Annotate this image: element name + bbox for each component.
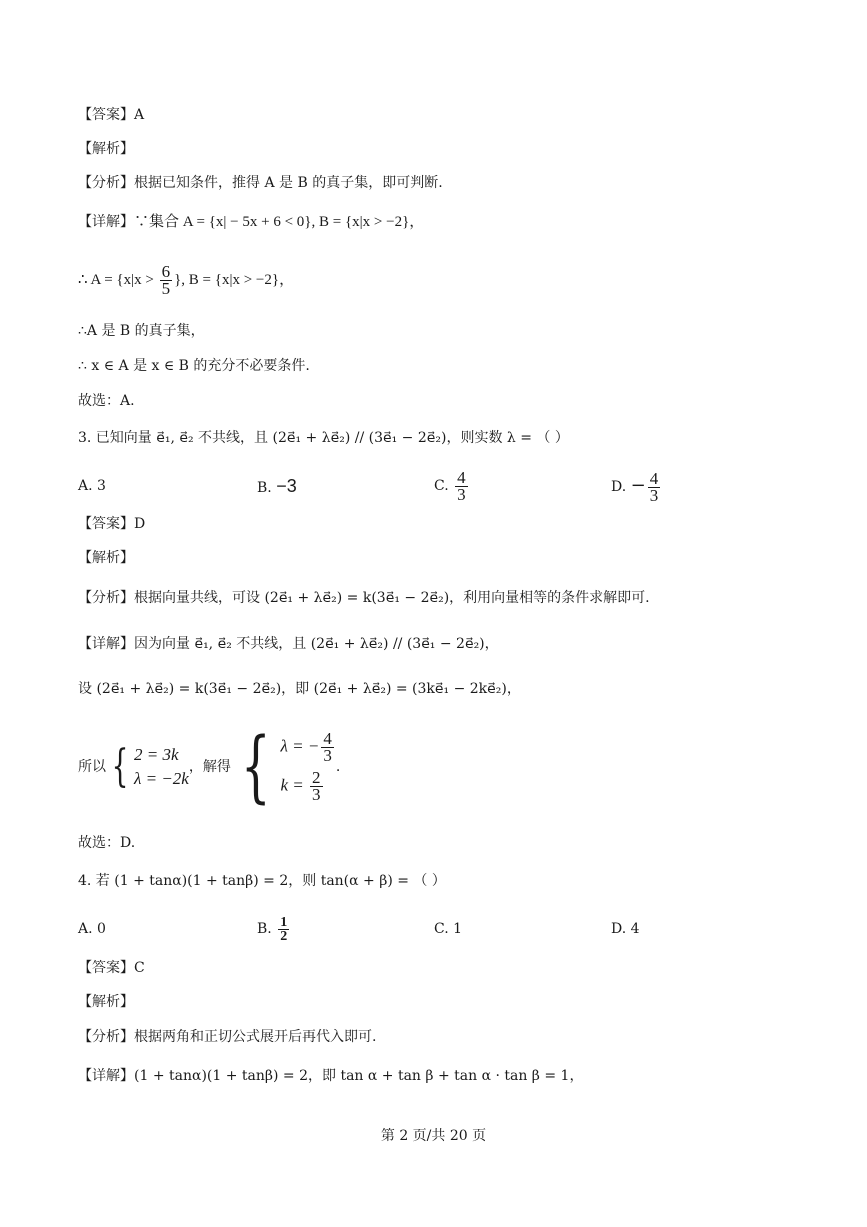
q3-answer-line [78, 514, 145, 534]
answer-value: C [134, 960, 145, 976]
q4-stem: 4. 若 (1 + tanα)(1 + tanβ) = 2，则 tan(α + β) = （ ） [78, 873, 446, 889]
fenxi-text: 根据已知条件，推得 A 是 B 的真子集，即可判断. [134, 175, 443, 191]
q4-analysis-tag: 【解析】 [78, 994, 134, 1010]
q2-line3: ∴A 是 B 的真子集， [78, 323, 205, 339]
page-footer: 第 2 页/共 20 页 [380, 1128, 487, 1144]
q4-option-c: C. 1 [434, 921, 463, 937]
answer-value: A [134, 107, 145, 123]
q3-line2: 设 (2e⃗₁ + λe⃗₂) = k(3e⃗₁ − 2e⃗₂)，即 (2e⃗₁ + λe⃗₂) = (3ke⃗₁ − 2ke⃗₂)， [78, 681, 521, 697]
q2-line4: ∴ x ∈ A 是 x ∈ B 的充分不必要条件. [78, 358, 310, 374]
q2-xiangjie-line [78, 212, 424, 232]
xiangjie-tag: 【详解】 [78, 1068, 134, 1084]
q4-xiangjie-line [78, 1066, 583, 1086]
q2-fenxi-line [78, 173, 443, 193]
fraction-4-3: $\frac{4}{3}$ [457, 467, 466, 504]
left-brace: { [111, 741, 129, 792]
xiangjie-tag: 【详解】 [78, 636, 134, 652]
jiede-text: ，解得 [188, 759, 231, 775]
q3-choose: 故选：D. [78, 835, 136, 851]
xiangjie-line1: ∵集合 A = {x| − 5x + 6 < 0}, B = {x|x > −2}， [134, 214, 425, 230]
q4-answer-line [78, 958, 145, 978]
q4-fenxi-line [78, 1027, 376, 1047]
q4-option-b: B. $\frac{1}{2}$ [257, 914, 288, 944]
suoyi-text: 所以 [78, 759, 106, 775]
q2-choose: 故选：A. [78, 393, 135, 409]
fraction-6-5: $\frac{6}{5}$ [161, 261, 171, 298]
answer-value: D [134, 516, 146, 532]
q2-analysis-tag: 【解析】 [78, 141, 134, 157]
q2-line2 [78, 260, 294, 300]
fraction-1-2: $\frac{1}{2}$ [280, 914, 288, 944]
q3-option-c: C. $\frac{4}{3}$ [434, 467, 466, 504]
xiangjie-line1: 因为向量 e⃗₁, e⃗₂ 不共线，且 (2e⃗₁ + λe⃗₂) // (3e⃗₁ − 2e⃗₂)， [134, 636, 499, 652]
fenxi-tag: 【分析】 [78, 590, 134, 606]
q3-system-line: 所以 { 2 = 3k λ = −2k ，解得 { λ = − $\frac{4}{3}$ k = $\frac{2}{3}$ . [78, 722, 341, 812]
fraction-neg-4-3: $\frac{4}{3}$ [649, 468, 659, 505]
fenxi-text: 根据两角和正切公式展开后再代入即可. [134, 1029, 377, 1045]
q2-answer-line [78, 105, 144, 125]
xiangjie-tag: 【详解】 [78, 214, 134, 230]
equation-system-1: 2 = 3k λ = −2k [134, 745, 189, 788]
q3-xiangjie-line [78, 634, 499, 654]
xiangjie-line1: (1 + tanα)(1 + tanβ) = 2，即 tan α + tan β + tan α · tan β = 1， [134, 1068, 584, 1084]
q3-analysis-tag: 【解析】 [78, 550, 134, 566]
left-brace-2: { [240, 722, 271, 812]
q4-option-a: A. 0 [78, 921, 106, 937]
q3-option-b-value: −3 [276, 476, 297, 496]
fenxi-tag: 【分析】 [78, 1029, 134, 1045]
answer-tag: 【答案】 [78, 960, 134, 976]
q3-option-a: A. 3 [78, 478, 106, 494]
equation-system-2: λ = − $\frac{4}{3}$ k = $\frac{2}{3}$ [280, 729, 332, 804]
q3-fenxi-line [78, 588, 650, 608]
q3-stem: 3. 已知向量 e⃗₁, e⃗₂ 不共线，且 (2e⃗₁ + λe⃗₂) // (3e⃗₁ − 2e⃗₂)，则实数 λ = （ ） [78, 430, 569, 446]
q4-option-d: D. 4 [611, 921, 640, 937]
q3-option-d: D. − $\frac{4}{3}$ [611, 468, 659, 505]
answer-tag: 【答案】 [78, 107, 134, 123]
fenxi-tag: 【分析】 [78, 175, 134, 191]
q2-line2-pre: ∴ A = {x|x > [78, 272, 158, 288]
q2-line2-post: }, B = {x|x > −2}， [174, 272, 295, 288]
fenxi-text: 根据向量共线，可设 (2e⃗₁ + λe⃗₂) = k(3e⃗₁ − 2e⃗₂)，利用向量相等的条件求解即可. [134, 590, 650, 606]
q3-option-b: B. −3 [257, 476, 297, 496]
answer-tag: 【答案】 [78, 516, 134, 532]
